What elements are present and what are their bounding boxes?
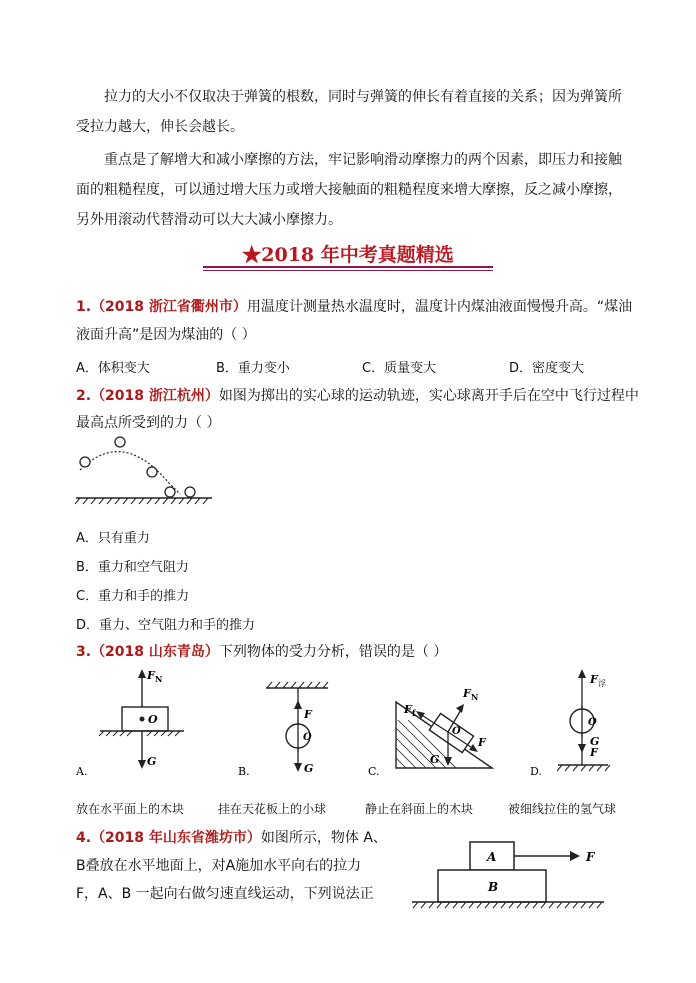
label-block-a: A: [487, 850, 497, 864]
q2-option-b: B．重力和空气阻力: [76, 560, 189, 575]
label-o-b: O: [303, 732, 312, 743]
q2-text-1: 如图为掷出的实心球的运动轨迹，实心球离开手后在空中飞行过程中: [218, 388, 639, 404]
q3-caption-d: 被细线拉住的氢气球: [508, 802, 617, 816]
q2-option-c: C．重力和手的推力: [76, 589, 190, 604]
label-o-c: O: [452, 726, 461, 737]
q3-caption-a: 放在水平面上的木块: [76, 802, 185, 816]
intro-line-4: 面的粗糙程度，可以通过增大压力或增大接触面的粗糙程度来增大摩擦，反之减小摩擦，: [76, 182, 622, 198]
q4-text-1: 如图所示，物体 A、: [260, 830, 387, 846]
q2-line-1: [76, 381, 639, 411]
q1-text-1: 用温度计测量热水温度时，温度计内煤油液面慢慢升高。“煤油: [246, 299, 633, 315]
label-g-b: G: [304, 762, 314, 775]
label-fn-a: F: [147, 669, 155, 682]
intro-line-5: 另外用滚动代替滑动可以大大减小摩擦力。: [76, 212, 342, 228]
label-ff-sub-c: f: [412, 708, 416, 718]
q1-option-c: C．质量变大: [362, 361, 437, 376]
q3-letter-a: A.: [76, 765, 88, 778]
intro-line-1: 拉力的大小不仅取决于弹簧的根数，同时与弹簧的伸长有着直接的关系；因为弹簧所: [104, 89, 622, 105]
q3-letter-b: B.: [238, 765, 250, 778]
label-g-c: G: [430, 753, 440, 766]
q1-option-a: A．体积变大: [76, 361, 150, 376]
q3-line-1: [76, 637, 447, 667]
q4-number: 4.: [76, 830, 92, 846]
label-o-d: O: [588, 717, 597, 728]
q3-figure-d: [526, 665, 651, 780]
q2-source: （2018 浙江杭州）: [91, 388, 219, 404]
q1-source: （2018 浙江省衢州市）: [91, 299, 247, 315]
label-ffu-d: F: [590, 673, 598, 686]
label-force-f: F: [586, 850, 595, 864]
label-g-d: G: [590, 735, 600, 748]
label-f-d: F: [590, 746, 598, 759]
q3-caption-c: 静止在斜面上的木块: [365, 802, 474, 816]
q3-caption-b: 挂在天花板上的小球: [218, 802, 327, 816]
q1-option-d: D．密度变大: [509, 361, 585, 376]
q1-option-b: B．重力变小: [216, 361, 290, 376]
section-title: ★2018 年中考真题精选: [242, 244, 454, 266]
label-fn-sub-c: N: [471, 692, 479, 702]
q2-line-2: 最高点所受到的力（ ）: [76, 415, 221, 431]
intro-line-2: 受拉力越大，伸长会越长。: [76, 119, 244, 135]
label-ff-c: F: [404, 703, 412, 716]
label-o-a: O: [148, 713, 158, 726]
label-f-b: F: [304, 708, 312, 721]
title-underline: [203, 266, 493, 268]
label-g-a: G: [147, 755, 157, 768]
q3-figure-c: [366, 682, 501, 780]
q1-line-2: 液面升高”是因为煤油的（ ）: [76, 327, 256, 343]
q2-option-a: A．只有重力: [76, 531, 150, 546]
q3-figure-b: [232, 680, 342, 780]
q2-number: 2.: [76, 388, 92, 404]
q3-letter-d: D.: [530, 765, 542, 778]
q3-text: 下列物体的受力分析，错误的是（ ）: [218, 644, 448, 660]
label-fn-c: F: [463, 687, 471, 700]
label-fn-sub-a: N: [155, 674, 163, 684]
q3-number: 3.: [76, 644, 92, 660]
q4-line-1: [76, 823, 387, 853]
label-block-b: B: [488, 880, 499, 894]
q4-source: （2018 年山东省潍坊市）: [91, 830, 261, 846]
label-ffu-sub-d: 浮: [598, 679, 606, 688]
q1-line-1: [76, 292, 632, 322]
q3-letter-c: C.: [368, 765, 380, 778]
intro-line-3: 重点是了解增大和减小摩擦的方法，牢记影响滑动摩擦力的两个因素，即压力和接触: [104, 152, 622, 168]
q1-number: 1.: [76, 299, 92, 315]
q3-figure-a: [72, 665, 202, 780]
q4-line-3: F，A、B 一起向右做匀速直线运动，下列说法正: [76, 886, 374, 902]
q2-trajectory-figure: [72, 432, 212, 508]
q4-line-2: B叠放在水平地面上，对A施加水平向右的拉力: [76, 858, 362, 874]
title-underline-thin: [203, 270, 493, 271]
q2-option-d: D．重力、空气阻力和手的推力: [76, 618, 256, 633]
label-f-c: F: [478, 736, 486, 749]
q3-source: （2018 山东青岛）: [91, 644, 219, 660]
q4-blocks-figure: [408, 834, 608, 914]
